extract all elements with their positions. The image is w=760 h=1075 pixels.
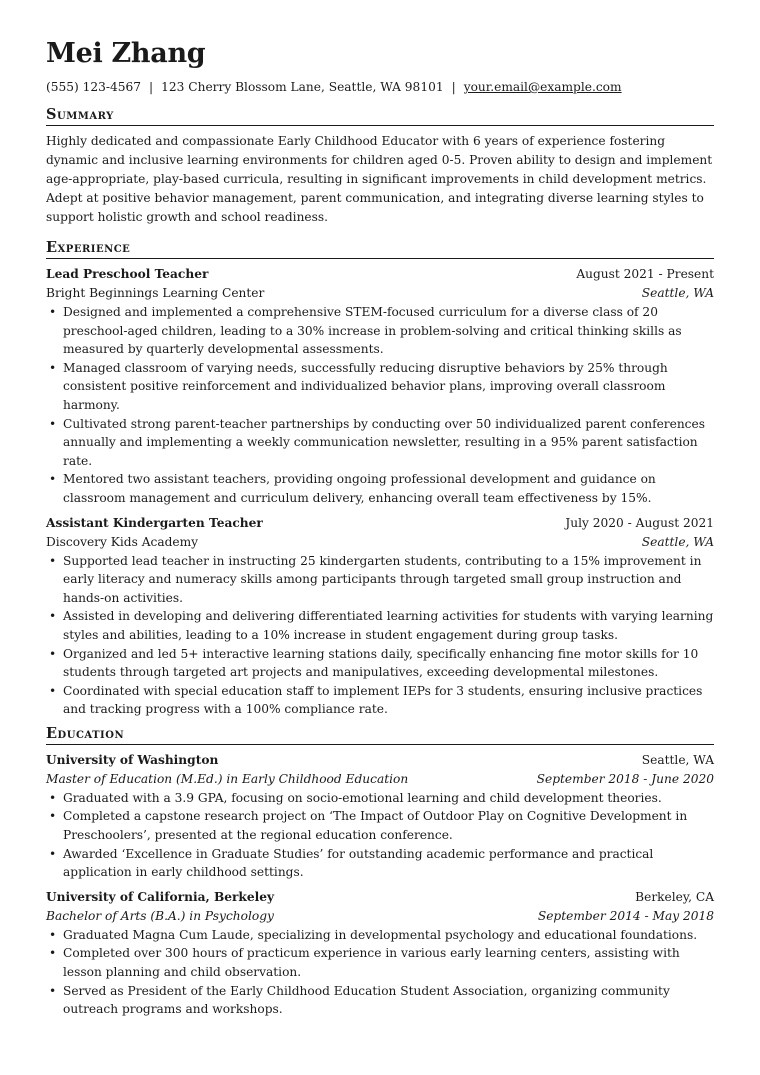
list-item: • Completed a capstone research project on ‘The Impact of Outdoor Play on Cognitive Development in Preschoolers’, presented at the regional education conference. (46, 807, 714, 844)
contact-separator: | (149, 80, 154, 94)
job-dates: July 2020 - August 2021 (565, 515, 714, 530)
list-item: • Cultivated strong parent-teacher partnerships by conducting over 50 individualized parent conferences annually and implementing a weekly communication newsletter, resulting in a 95% parent satisfaction rate. (46, 415, 714, 471)
job-organization: Bright Beginnings Learning Center (46, 286, 265, 300)
list-item: • Designed and implemented a comprehensive STEM-focused curriculum for a diverse class of 20 preschool-aged children, leading to a 30% increase in problem-solving and critical thinking skills as measured by quarterly developmental assessments. (46, 303, 714, 359)
job-location: Seattle, WA (641, 286, 714, 300)
job-organization: Discovery Kids Academy (46, 534, 199, 549)
school-name: University of Washington (46, 752, 219, 767)
list-item: • Graduated with a 3.9 GPA, focusing on socio-emotional learning and child development theories. (46, 789, 714, 808)
list-item: • Organized and led 5+ interactive learning stations daily, specifically enhancing fine motor skills for 10 students through targeted art projects and manipulatives, exceeding developmental milestones. (46, 645, 714, 682)
job-bullets (46, 303, 714, 508)
job-bullets (46, 552, 714, 719)
list-item: • Supported lead teacher in instructing 25 kindergarten students, contributing to a 15% improvement in early literacy and numeracy skills among participants through targeted small group instruction and hands-on activities. (46, 552, 714, 608)
list-item: • Assisted in developing and delivering differentiated learning activities for students with varying learning styles and abilities, leading to a 10% increase in student engagement during group tasks. (46, 607, 714, 644)
school-name: University of California, Berkeley (46, 889, 275, 904)
experience-section (46, 239, 714, 719)
list-item: • Awarded ‘Excellence in Graduate Studies’ for outstanding academic performance and practical application in early childhood settings. (46, 845, 714, 882)
job-entry (46, 514, 714, 719)
phone-number: (555) 123-4567 (46, 80, 142, 94)
section-title-experience: Experience (46, 239, 714, 259)
education-bullets (46, 789, 714, 882)
degree: Bachelor of Arts (B.A.) in Psychology (46, 908, 274, 923)
education-bullets (46, 926, 714, 1019)
list-item: • Managed classroom of varying needs, successfully reducing disruptive behaviors by 25% through consistent positive reinforcement and individualized behavior plans, improving overall classroom harmony. (46, 359, 714, 415)
job-role: Assistant Kindergarten Teacher (46, 515, 263, 530)
education-dates: September 2018 - June 2020 (536, 771, 714, 786)
contact-line (46, 78, 714, 96)
education-section (46, 725, 714, 1019)
candidate-name: Mei Zhang (46, 38, 206, 69)
list-item: • Coordinated with special education staff to implement IEPs for 3 students, ensuring inclusive practices and tracking progress with a 100% compliance rate. (46, 682, 714, 719)
education-entry (46, 751, 714, 882)
section-title-education: Education (46, 725, 714, 745)
list-item: • Graduated Magna Cum Laude, specializing in developmental psychology and educational foundations. (46, 926, 714, 945)
summary-section (46, 106, 714, 227)
job-dates: August 2021 - Present (576, 267, 714, 281)
address: 123 Cherry Blossom Lane, Seattle, WA 98101 (161, 80, 444, 94)
list-item: • Mentored two assistant teachers, providing ongoing professional development and guidance on classroom management and curriculum delivery, enhancing overall team effectiveness by 15%. (46, 470, 714, 507)
section-title-summary: Summary (46, 106, 714, 126)
degree: Master of Education (M.Ed.) in Early Childhood Education (46, 771, 409, 786)
education-dates: September 2014 - May 2018 (537, 908, 714, 923)
school-location: Seattle, WA (641, 752, 714, 767)
list-item: • Served as President of the Early Childhood Education Student Association, organizing community outreach programs and workshops. (46, 982, 714, 1019)
school-location: Berkeley, CA (635, 889, 714, 904)
job-entry (46, 265, 714, 508)
contact-separator: | (451, 80, 456, 94)
education-entry (46, 888, 714, 1019)
job-role: Lead Preschool Teacher (46, 267, 209, 281)
summary-text: Highly dedicated and compassionate Early Childhood Educator with 6 years of experience fostering dynamic and inclusive learning environments for children aged 0-5. Proven ability to design and implement age-appropriate, play-based curricula, resulting in significant improvements in child development metrics. Adept at positive behavior management, parent communication, and integrating diverse learning styles to support holistic growth and school readiness. (46, 134, 713, 224)
job-location: Seattle, WA (641, 534, 714, 549)
list-item: • Completed over 300 hours of practicum experience in various early learning centers, assisting with lesson planning and child observation. (46, 944, 714, 981)
email-link[interactable]: your.email@example.com (463, 80, 622, 94)
